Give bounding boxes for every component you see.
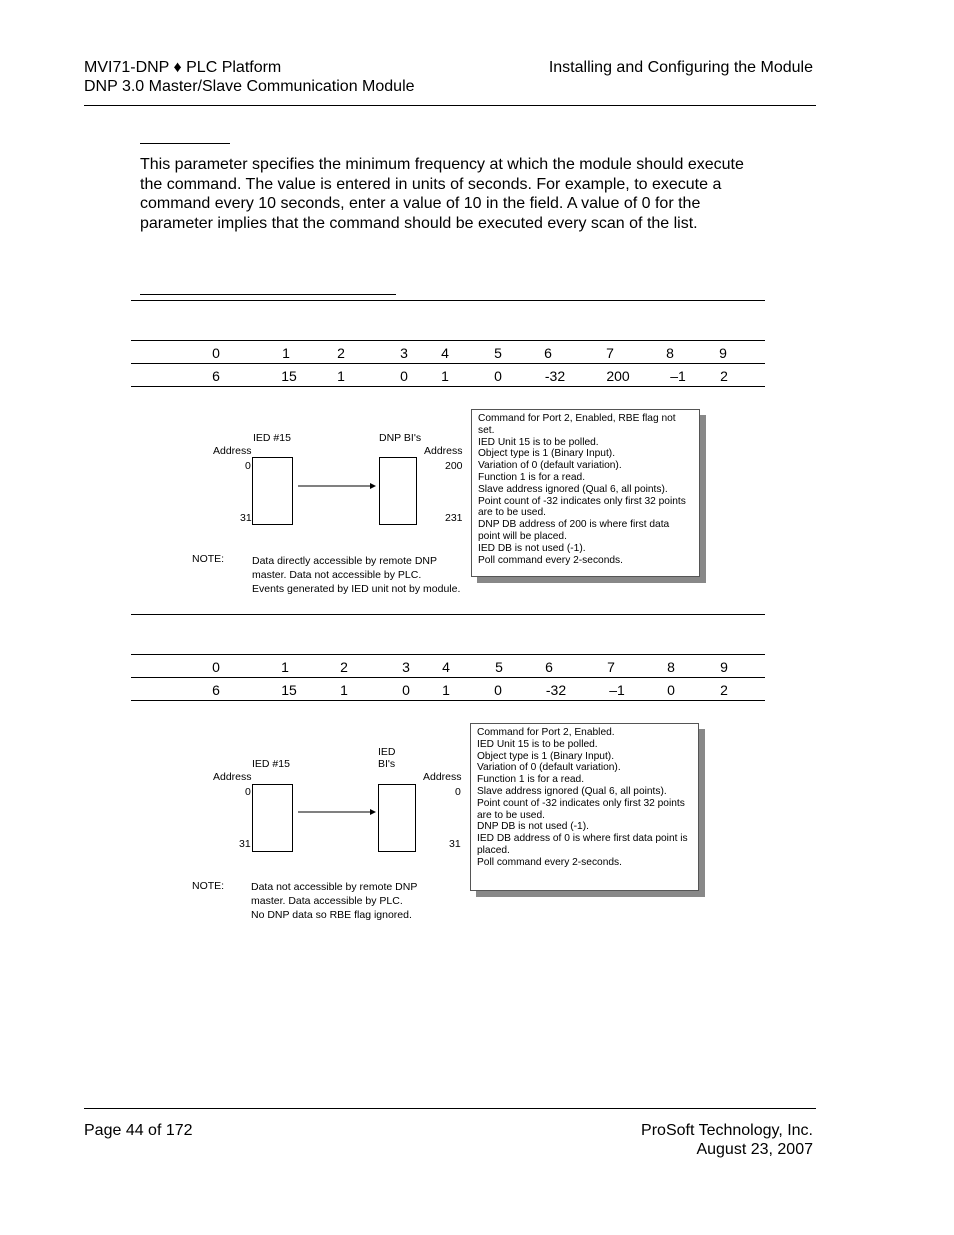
example2-desc-line-9: DNP DB is not used (-1). xyxy=(477,821,589,833)
example2-desc-line-4: Variation of 0 (default variation). xyxy=(477,762,621,774)
example1-mid-rule xyxy=(131,363,765,364)
example2-dnp-label xyxy=(378,746,396,770)
example1-val-9: 2 xyxy=(720,368,728,384)
example1-description-box xyxy=(471,409,700,577)
example1-dnp-start: 200 xyxy=(445,460,463,472)
example1-header-rule xyxy=(131,340,765,341)
example2-top-rule xyxy=(131,614,765,615)
header-title-line1: MVI71-DNP ♦ PLC Platform xyxy=(84,59,282,76)
example2-col-3: 3 xyxy=(402,659,410,675)
example2-dnp-label-line-1: IED xyxy=(378,746,396,758)
footer-page-number: Page 44 of 172 xyxy=(84,1122,193,1139)
example1-top-rule xyxy=(131,300,765,301)
example2-header-row xyxy=(131,656,765,676)
example1-desc-line-7: Slave address ignored (Qual 6, all points). xyxy=(478,483,668,495)
example1-note-line-1: Data directly accessible by remote DNP xyxy=(252,555,437,567)
example1-arrow-icon xyxy=(298,480,378,492)
example2-col-6: 6 xyxy=(545,659,553,675)
example2-note-line-2: master. Data accessible by PLC. xyxy=(251,895,403,907)
footer-date: August 23, 2007 xyxy=(696,1141,813,1158)
example2-val-9: 2 xyxy=(720,682,728,698)
example2-header-rule xyxy=(131,654,765,655)
example1-val-0: 6 xyxy=(212,368,220,384)
example2-value-row xyxy=(131,679,765,699)
example1-col-3: 3 xyxy=(400,345,408,361)
example2-col-0: 0 xyxy=(212,659,220,675)
example1-desc-line-3: IED Unit 15 is to be polled. xyxy=(478,436,599,448)
example1-ied-label: IED #15 xyxy=(253,432,291,444)
example2-description-box xyxy=(470,723,699,891)
example1-dnp-label: DNP BI's xyxy=(379,432,422,444)
example1-col-9: 9 xyxy=(719,345,727,361)
example1-ied-register-block xyxy=(252,457,293,525)
example2-val-7: –1 xyxy=(609,682,625,698)
example2-desc-line-7: Point count of -32 indicates only first 32 points xyxy=(477,797,685,809)
example2-desc-line-2: IED Unit 15 is to be polled. xyxy=(477,738,598,750)
example1-dnp-address-label: Address xyxy=(424,445,463,457)
example2-val-6: -32 xyxy=(545,682,567,698)
example1-val-1: 15 xyxy=(281,368,297,384)
example1-val-2: 1 xyxy=(337,368,345,384)
example1-value-row xyxy=(131,365,765,385)
example2-col-1: 1 xyxy=(281,659,289,675)
example2-bottom-rule xyxy=(131,700,765,701)
example2-ied-start: 0 xyxy=(245,786,251,798)
example2-val-4: 1 xyxy=(442,682,450,698)
example1-col-1: 1 xyxy=(282,345,290,361)
example2-note xyxy=(251,880,417,922)
example1-header-row xyxy=(131,342,765,362)
example2-desc-line-11: placed. xyxy=(477,844,510,856)
example2-col-7: 7 xyxy=(607,659,615,675)
example1-note xyxy=(252,554,460,596)
example1-col-8: 8 xyxy=(666,345,674,361)
example2-col-2: 2 xyxy=(340,659,348,675)
header-rule xyxy=(84,105,816,106)
example2-val-5: 0 xyxy=(494,682,502,698)
example1-col-5: 5 xyxy=(494,345,502,361)
example1-desc-line-11: point will be placed. xyxy=(478,530,567,542)
example1-desc-line-9: are to be used. xyxy=(478,507,546,519)
footer-company: ProSoft Technology, Inc. xyxy=(641,1122,813,1139)
example1-note-label: NOTE: xyxy=(192,553,225,565)
example2-col-9: 9 xyxy=(720,659,728,675)
example1-desc-line-13: Poll command every 2-seconds. xyxy=(478,554,623,566)
example1-col-2: 2 xyxy=(337,345,345,361)
example1-val-3: 0 xyxy=(400,368,408,384)
example1-desc-line-1: Command for Port 2, Enabled, RBE flag not xyxy=(478,413,676,424)
example2-col-4: 4 xyxy=(442,659,450,675)
example2-val-0: 6 xyxy=(212,682,220,698)
example1-val-7: 200 xyxy=(606,368,630,384)
example2-ied-register-block xyxy=(252,784,293,852)
example2-dnp-start: 0 xyxy=(455,786,461,798)
example2-val-1: 15 xyxy=(281,682,297,698)
example2-dnp-end: 31 xyxy=(449,838,461,850)
example1-col-4: 4 xyxy=(441,345,449,361)
example1-val-4: 1 xyxy=(441,368,449,384)
example1-ied-start: 0 xyxy=(245,460,251,472)
example2-desc-line-5: Function 1 is for a read. xyxy=(477,774,585,786)
example1-desc-line-8: Point count of -32 indicates only first 32 points xyxy=(478,495,686,507)
example1-desc-line-10: DNP DB address of 200 is where first data xyxy=(478,519,670,531)
parameter-description: This parameter specifies the minimum frequency at which the module should execute the command. The value is entered in units of seconds. For example, to execute a command every 10 seconds, enter a value of 10 in the field. A value of 0 for the parameter implies that the command should be executed every scan of the list. xyxy=(140,156,744,233)
example2-val-8: 0 xyxy=(667,682,675,698)
example1-ied-end: 31 xyxy=(240,512,252,524)
example1-dnp-register-block xyxy=(379,457,417,525)
footer-rule xyxy=(84,1108,816,1109)
example2-desc-line-8: are to be used. xyxy=(477,809,545,821)
example2-col-5: 5 xyxy=(495,659,503,675)
example1-note-line-3: Events generated by IED unit not by module. xyxy=(252,583,461,595)
example1-ied-address-label: Address xyxy=(213,445,252,457)
example2-ied-label: IED #15 xyxy=(252,758,290,770)
example2-dnp-register-block xyxy=(378,784,416,852)
heading-underline xyxy=(140,143,230,144)
header-section: Installing and Configuring the Module xyxy=(548,59,813,76)
example2-desc-line-1: Command for Port 2, Enabled. xyxy=(477,727,615,738)
example2-ied-address-label: Address xyxy=(213,771,252,783)
example2-arrow-icon xyxy=(298,806,378,818)
example1-col-6: 6 xyxy=(544,345,552,361)
example2-mid-rule xyxy=(131,677,765,678)
example2-desc-line-10: IED DB address of 0 is where first data point is xyxy=(477,833,688,845)
example2-dnp-address-label: Address xyxy=(423,771,462,783)
example1-desc-line-6: Function 1 is for a read. xyxy=(478,471,586,483)
example1-val-6: -32 xyxy=(544,368,566,384)
example1-bottom-rule xyxy=(131,386,765,387)
example1-col-0: 0 xyxy=(212,345,220,361)
example1-desc-line-5: Variation of 0 (default variation). xyxy=(478,460,622,472)
example1-dnp-end: 231 xyxy=(445,512,463,524)
example2-desc-line-6: Slave address ignored (Qual 6, all points). xyxy=(477,785,667,797)
example1-desc-line-2: set. xyxy=(478,424,495,436)
example2-note-line-1: Data not accessible by remote DNP xyxy=(251,881,418,893)
example2-note-line-3: No DNP data so RBE flag ignored. xyxy=(251,909,412,921)
example1-val-5: 0 xyxy=(494,368,502,384)
subheading-underline xyxy=(140,294,396,295)
example2-col-8: 8 xyxy=(667,659,675,675)
example1-desc-line-12: IED DB is not used (-1). xyxy=(478,542,586,554)
example1-desc-line-4: Object type is 1 (Binary Input). xyxy=(478,448,616,460)
example2-desc-line-12: Poll command every 2-seconds. xyxy=(477,856,622,868)
example2-note-label: NOTE: xyxy=(192,880,225,892)
example2-dnp-label-line-2: BI's xyxy=(378,758,396,770)
example2-desc-line-3: Object type is 1 (Binary Input). xyxy=(477,750,615,762)
example2-val-3: 0 xyxy=(402,682,410,698)
example2-ied-end: 31 xyxy=(239,838,251,850)
example1-col-7: 7 xyxy=(606,345,614,361)
example2-val-2: 1 xyxy=(340,682,348,698)
header-title-line2: DNP 3.0 Master/Slave Communication Module xyxy=(84,78,415,95)
example1-val-8: –1 xyxy=(670,368,686,384)
example1-note-line-2: master. Data not accessible by PLC. xyxy=(252,569,422,581)
